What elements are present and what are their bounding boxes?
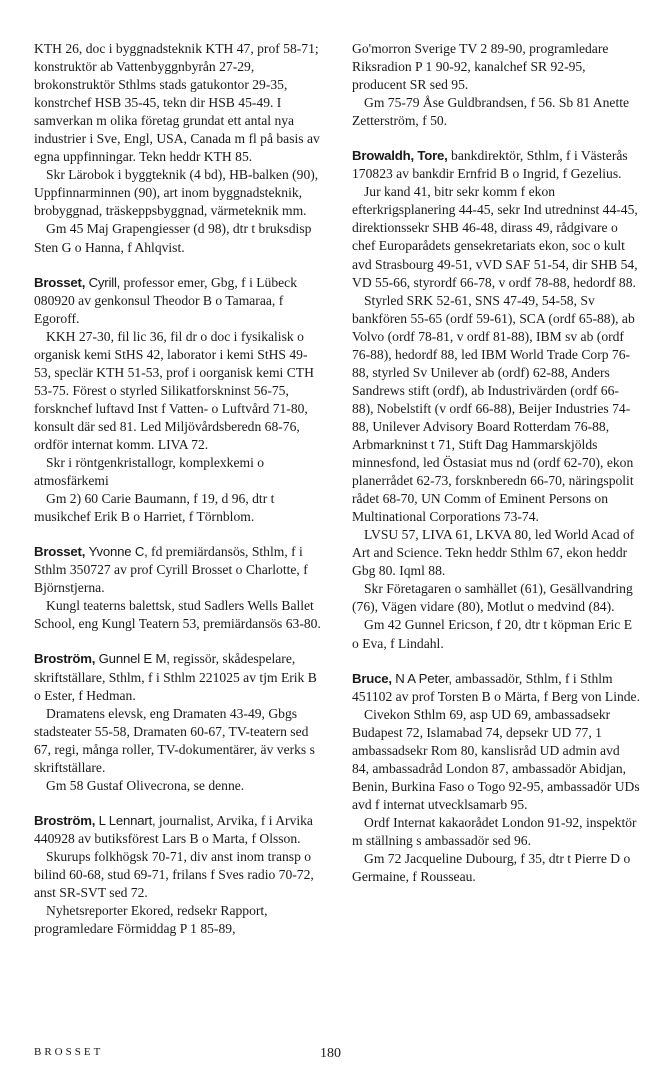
continuation-paragraph: Go'morron Sverige TV 2 89-90, programledare Riksradion P 1 90-92, kanalchef SR 92-95, producent SR sed 95.: [352, 41, 609, 93]
page-number: 180: [320, 1046, 341, 1061]
entry-paragraph: Jur kand 41, bitr sekr komm f ekon efterkrigsplanering 44-45, sekr Ind utredninst 44-45, direktionssekr SHB 46-48, dirass 49, rådgivare o chef Europarådets gensekretariats ekon, soc o kult avd Strasbourg 49-51, vVD SAF 51-54, dir SHB 54, VD 55-66, styrordf 66-78, v ordf 78-88, hedordf 88.: [352, 184, 638, 290]
entry-paragraph: Gm 72 Jacqueline Dubourg, f 35, dtr t Pierre D o Germaine, f Rousseau.: [352, 851, 631, 885]
entry-surname: Brosset,: [34, 274, 86, 290]
entry-heading: [34, 650, 322, 704]
entry-bruce-peter: [352, 670, 640, 887]
entry-intro: regissör, skådespelare, skriftställare, Sthlm, f i Sthlm 221025 av tjm Erik B o Ester, f Hedman.: [34, 651, 317, 703]
entry-intro: journalist, Arvika, f i Arvika 440928 av butiksförest Lars B o Marta, f Olsson.: [34, 812, 313, 846]
entry-brostrom-gunnel: [34, 650, 322, 794]
entry-paragraph: LVSU 57, LIVA 61, LKVA 80, led World Acad of Art and Science. Tekn heddr Sthlm 67, ekon heddr Gbg 80. Iqml 88.: [352, 527, 635, 579]
entry-heading: [34, 812, 322, 848]
entry-heading: [34, 543, 322, 597]
entry-paragraph: KKH 27-30, fil lic 36, fil dr o doc i fysikalisk o organisk kemi StHS 42, laborator i kemi StHS 49-53, speclär KTH 51-53, prof i oorganisk kemi CTH 53-75. Förest o styrled Silikatforskninst 56-75, forsknchef luftavd Inst f Vatten- o Luftvård 71-80, konsult där sed 81. Led Miljövårdsberedn 68-76, ordför internat komm. LIVA 72.: [34, 328, 314, 452]
entry-intro: bankdirektör, Sthlm, f i Västerås 170823 av bankdir Ernfrid B o Ingrid, f Gezelius.: [352, 148, 628, 182]
entry-given-name: Yvonne C,: [88, 544, 148, 560]
entry-surname: Bruce,: [352, 670, 392, 686]
entry-intro: ambassadör, Sthlm, f i Sthlm 451102 av prof Torsten B o Märta, f Berg von Linde.: [352, 670, 640, 704]
entry-paragraph: Gm 58 Gustaf Olivecrona, se denne.: [46, 777, 245, 793]
entry-paragraph: Gm 2) 60 Carie Baumann, f 19, d 96, dtr t musikchef Erik B o Harriet, f Törnblom.: [34, 491, 275, 525]
entry-surname: Brosset,: [34, 544, 86, 560]
entry-paragraph: Styrled SRK 52-61, SNS 47-49, 54-58, Sv bankfören 55-65 (ordf 59-61), SCA (ordf 65-88), ab Volvo (ordf 78-81, v ordf 81-88), IBM sv ab (ordf 76-88), hedordf 88, led IBM World Trade Corp 76-88, styrled Sv Unilever ab (ordf) 62-88, Anders Sandrews stift (ordf), ab Industrivärden (ordf 66-88), Nobelstift (v ordf 66-88), Beijer Industries 74-88, Unilever Advisory Board Rotterdam 76-88, Arbmarkninst t 71, Stift Dag Hammarskjölds minnesfond, led Östasiat mus nd (ordf 62-70), ekon planerrådet 62-73, forsknberedn 66-70, näringspolit rådet 68-70, UN Comm of Eminent Persons on Multinational Corporations 73-74.: [352, 292, 635, 525]
entry-heading: [352, 147, 640, 183]
left-column: [34, 40, 322, 938]
right-column: [352, 40, 640, 886]
continuation-paragraph: KTH 26, doc i byggnadsteknik KTH 47, prof 58-71; konstruktör ab Vattenbyggnbyrån 27-29, brokonstruktör Sthlms stads gatukontor 29-35, konstrchef HSB 35-45, tekn dir HSB 45-49. I samverkan m olika företag grundat ett antal nya industrier i Sve, Engl, USA, Canada m fl på basis av egna uppfinningar. Tekn heddr KTH 85.: [34, 41, 320, 165]
entry-given-name: L Lennart,: [98, 812, 156, 828]
entry-brosset-cyrill: [34, 274, 322, 527]
entry-paragraph: Skr Företagaren o samhället (61), Gesällvandring (76), Vägen vidare (80), Motlut o medvind (84).: [352, 581, 633, 615]
entry-paragraph: Kungl teaterns balettsk, stud Sadlers Wells Ballet School, eng Kungl Teatern 53, premiärdansös 63-80.: [34, 598, 321, 632]
continuation-paragraph: Skr Lärobok i byggteknik (4 bd), HB-balken (90), Uppfinnarminnen (90), art inom byggnadsteknik, brobyggnad, träskeppsbyggnad, värmeteknik mm.: [34, 167, 319, 219]
entry-given-name: Tore,: [417, 148, 448, 164]
entry-given-name: Cyrill,: [88, 274, 121, 290]
entry-paragraph: Skr i röntgenkristallogr, komplexkemi o atmosfärkemi: [34, 455, 265, 489]
entry-intro: professor emer, Gbg, f i Lübeck 080920 av genkonsul Theodor B o Tamaraa, f Egoroff.: [34, 274, 298, 326]
entry-surname: Broström,: [34, 812, 96, 828]
entry-intro: fd premiärdansös, Sthlm, f i Sthlm 350727 av prof Cyrill Brosset o Charlotte, f Björnstjerna.: [34, 544, 308, 596]
entry-paragraph: Skurups folkhögsk 70-71, div anst inom transp o bilind 60-68, stud 69-71, frilans f Sves radio 70-72, anst SR-SVT sed 72.: [34, 848, 314, 901]
entry-paragraph: Dramatens elevsk, eng Dramaten 43-49, Gbgs stadsteater 55-58, Dramaten 60-67, TV-teatern sed 67, regi, många roller, TV-dokumentärer, äv verks s skriftställare.: [34, 705, 315, 775]
entry-brostrom-lennart: [34, 812, 322, 938]
entry-browaldh-tore: [352, 147, 640, 652]
running-head: BROSSET: [34, 1046, 104, 1058]
entry-paragraph: Ordf Internat kakaorådet London 91-92, inspektör m ställning s ambassadör sed 96.: [352, 814, 637, 848]
entry-given-name: Gunnel E M,: [98, 651, 170, 667]
entry-paragraph: Nyhetsreporter Ekored, redsekr Rapport, programledare Förmiddag P 1 85-89,: [34, 903, 268, 937]
entry-paragraph: Gm 42 Gunnel Ericson, f 20, dtr t köpman Eric E o Eva, f Lindahl.: [352, 617, 633, 651]
entry-heading: [352, 670, 640, 706]
entry-given-name: N A Peter,: [395, 670, 452, 686]
entry-heading: [34, 274, 322, 328]
continuation-paragraph: Gm 75-79 Åse Guldbrandsen, f 56. Sb 81 Anette Zetterström, f 50.: [352, 95, 630, 129]
entry-surname: Browaldh,: [352, 148, 414, 164]
entry-surname: Broström,: [34, 651, 96, 667]
entry-paragraph: Civekon Sthlm 69, asp UD 69, ambassadsekr Budapest 72, Islamabad 74, depsekr UD 77, 1 ambassadsekr Rom 80, kanslisråd UD admin avd 84, ambassadråd London 87, ambassadör Abidjan, Benin, Burkina Faso o Togo 92-95, ambassadör UDs avd f internat utvecklsamarb 95.: [352, 706, 640, 812]
continuation-paragraph: Gm 45 Maj Grapengiesser (d 98), dtr t bruksdisp Sten G o Hanna, f Ahlqvist.: [34, 221, 312, 255]
entry-brosset-yvonne: [34, 543, 322, 633]
